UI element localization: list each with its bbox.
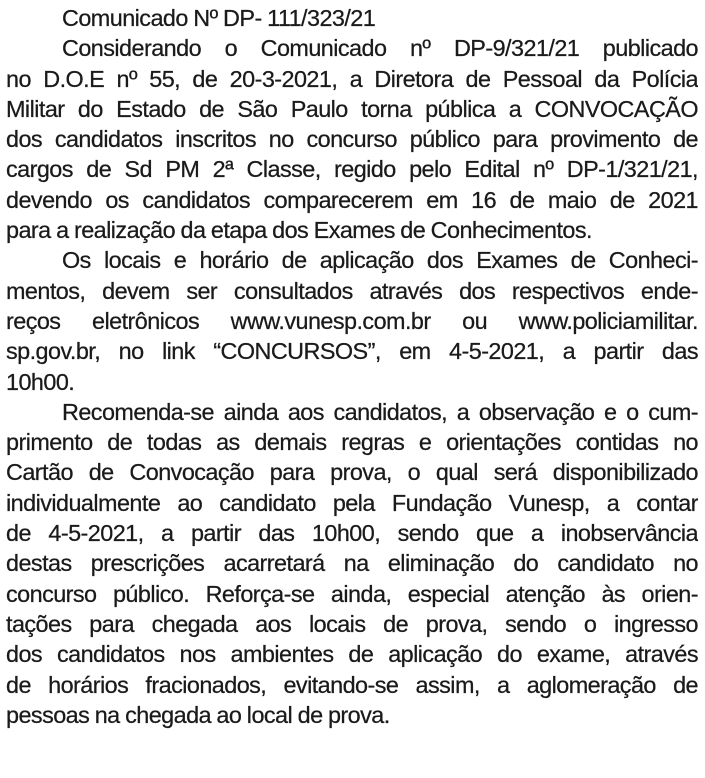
paragraph-line: Militar do Estado de São Paulo torna pública a CONVOCAÇÃO bbox=[6, 95, 698, 122]
paragraph-line: dos candidatos inscritos no concurso público para provimento de bbox=[6, 126, 698, 153]
paragraph-2 bbox=[6, 245, 698, 396]
paragraph-line: reços eletrônicos www.vunesp.com.br ou www.policiamilitar. bbox=[6, 307, 698, 334]
notice-document bbox=[6, 3, 698, 730]
paragraph-line: Cartão de Convocação para prova, o qual será disponibilizado bbox=[6, 459, 698, 486]
paragraph-line: cargos de Sd PM 2ª Classe, regido pelo Edital nº DP-1/321/21, bbox=[6, 156, 698, 183]
paragraph-line: Os locais e horário de aplicação dos Exames de Conheci- bbox=[62, 247, 698, 274]
paragraph-3 bbox=[6, 397, 698, 730]
paragraph-line: primento de todas as demais regras e orientações contidas no bbox=[6, 429, 698, 456]
paragraph-line: 10h00. bbox=[6, 368, 75, 395]
paragraph-line: no D.O.E nº 55, de 20-3-2021, a Diretora de Pessoal da Polícia bbox=[6, 65, 698, 92]
paragraph-line: concurso público. Reforça-se ainda, especial atenção às orien- bbox=[6, 580, 698, 607]
paragraph-line: destas prescrições acarretará na eliminação do candidato no bbox=[6, 550, 698, 577]
paragraph-line: sp.gov.br, no link “CONCURSOS”, em 4-5-2021, a partir das bbox=[6, 338, 698, 365]
notice-heading: Comunicado Nº DP- 111/323/21 bbox=[62, 5, 376, 31]
paragraph-line: para a realização da etapa dos Exames de Conhecimentos. bbox=[6, 217, 592, 244]
paragraph-line: pessoas na chegada ao local de prova. bbox=[6, 701, 390, 728]
paragraph-line: dos candidatos nos ambientes de aplicação do exame, através bbox=[6, 641, 698, 668]
paragraph-1 bbox=[6, 33, 698, 245]
paragraph-line: Recomenda-se ainda aos candidatos, a observação e o cum- bbox=[62, 398, 698, 425]
paragraph-line: de horários fracionados, evitando-se assim, a aglomeração de bbox=[6, 671, 698, 698]
paragraph-line: de 4-5-2021, a partir das 10h00, sendo que a inobservância bbox=[6, 520, 698, 547]
paragraph-line: devendo os candidatos comparecerem em 16 de maio de 2021 bbox=[6, 186, 698, 213]
paragraph-line: mentos, devem ser consultados através dos respectivos ende- bbox=[6, 277, 698, 304]
paragraph-line: individualmente ao candidato pela Fundação Vunesp, a contar bbox=[6, 489, 698, 516]
paragraph-line: tações para chegada aos locais de prova, sendo o ingresso bbox=[6, 610, 698, 637]
paragraph-line: Considerando o Comunicado nº DP-9/321/21 publicado bbox=[62, 35, 698, 62]
